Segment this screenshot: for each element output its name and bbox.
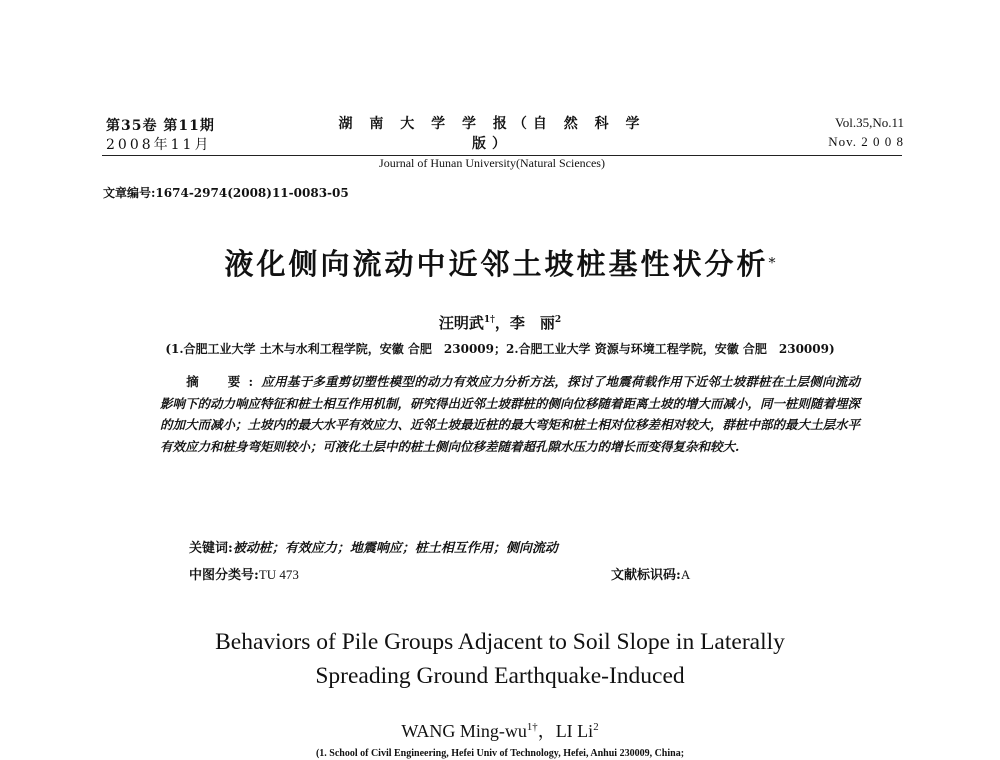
author2-en: LI Li bbox=[555, 721, 594, 741]
volume-issue-en: Vol.35,No.11 bbox=[835, 115, 904, 130]
author2-cn: 李 丽 bbox=[509, 314, 555, 332]
title-en-line1: Behaviors of Pile Groups Adjacent to Soil Slope in Laterally bbox=[215, 629, 785, 655]
header-rule bbox=[102, 155, 902, 156]
author-separator-cn: ， bbox=[494, 314, 510, 332]
abstract-label: 摘 要: bbox=[186, 374, 262, 389]
keywords bbox=[189, 537, 558, 556]
title-en bbox=[0, 625, 1000, 693]
author1-en: WANG Ming-wu bbox=[401, 721, 527, 741]
journal-title-cn: 湖 南 大 学 学 报（自 然 科 学 版） bbox=[338, 116, 646, 152]
affiliation-en: (1. School of Civil Engineering, Hefei Univ of Technology, Hefei, Anhui 230009, China; bbox=[315, 748, 685, 759]
author1-cn: 汪明武 bbox=[438, 314, 484, 332]
title-cn-block bbox=[0, 242, 1000, 283]
author-separator-en: ， bbox=[537, 721, 556, 741]
classification-value: TU 473 bbox=[258, 567, 299, 582]
document-code bbox=[611, 564, 690, 583]
author2-en-sup: 2 bbox=[593, 721, 599, 733]
journal-header bbox=[322, 113, 662, 171]
journal-title-en: Journal of Hunan University(Natural Sciences) bbox=[379, 156, 605, 170]
classification-label: 中图分类号: bbox=[189, 568, 259, 583]
keywords-text: 被动桩；有效应力；地震响应；桩土相互作用；侧向流动 bbox=[232, 541, 558, 556]
title-footnote-mark: * bbox=[768, 255, 776, 272]
document-code-label: 文献标识码: bbox=[611, 568, 681, 583]
classification bbox=[189, 564, 299, 583]
author1-cn-sup: 1† bbox=[483, 315, 495, 325]
authors-en bbox=[0, 717, 1000, 743]
authors-cn bbox=[0, 312, 1000, 333]
author2-cn-sup: 2 bbox=[554, 315, 562, 325]
affiliation-cn: (1.合肥工业大学 土木与水利工程学院，安徽 合肥 230009；2.合肥工业大学 资源与环境工程学院，安徽 合肥 230009) bbox=[165, 342, 835, 356]
title-en-line2: Spreading Ground Earthquake-Induced bbox=[315, 663, 685, 689]
article-id: 文章编号:1674-2974(2008)11-0083-05 bbox=[103, 186, 349, 200]
author1-en-sup: 1† bbox=[526, 721, 538, 733]
date-en: Nov. 2 0 0 8 bbox=[828, 134, 904, 149]
abstract bbox=[160, 371, 860, 457]
date-cn: 2008年11月 bbox=[106, 137, 212, 153]
volume-issue-cn: 第35卷 第11期 bbox=[106, 118, 215, 134]
keywords-label: 关键词: bbox=[189, 541, 233, 556]
document-code-value: A bbox=[680, 567, 691, 582]
title-cn: 液化侧向流动中近邻土坡桩基性状分析 bbox=[224, 247, 769, 281]
abstract-text: 应用基于多重剪切塑性模型的动力有效应力分析方法，探讨了地震荷载作用下近邻土坡群桩在土层侧向流动影响下的动力响应特征和桩土相互作用机制，研究得出近邻土坡群桩的侧向位移随着距离土坡的增大而减小，同一桩则随着埋深的加大而减小；土坡内的最大水平有效应力、近邻土坡最近桩的最大弯矩和桩土相对位移差相对较大，群桩中部的最大土层水平有效应力和桩身弯矩则较小；可液化土层中的桩土侧向位移差随着超孔隙水压力的增长而变得复杂和较大. bbox=[160, 374, 861, 454]
